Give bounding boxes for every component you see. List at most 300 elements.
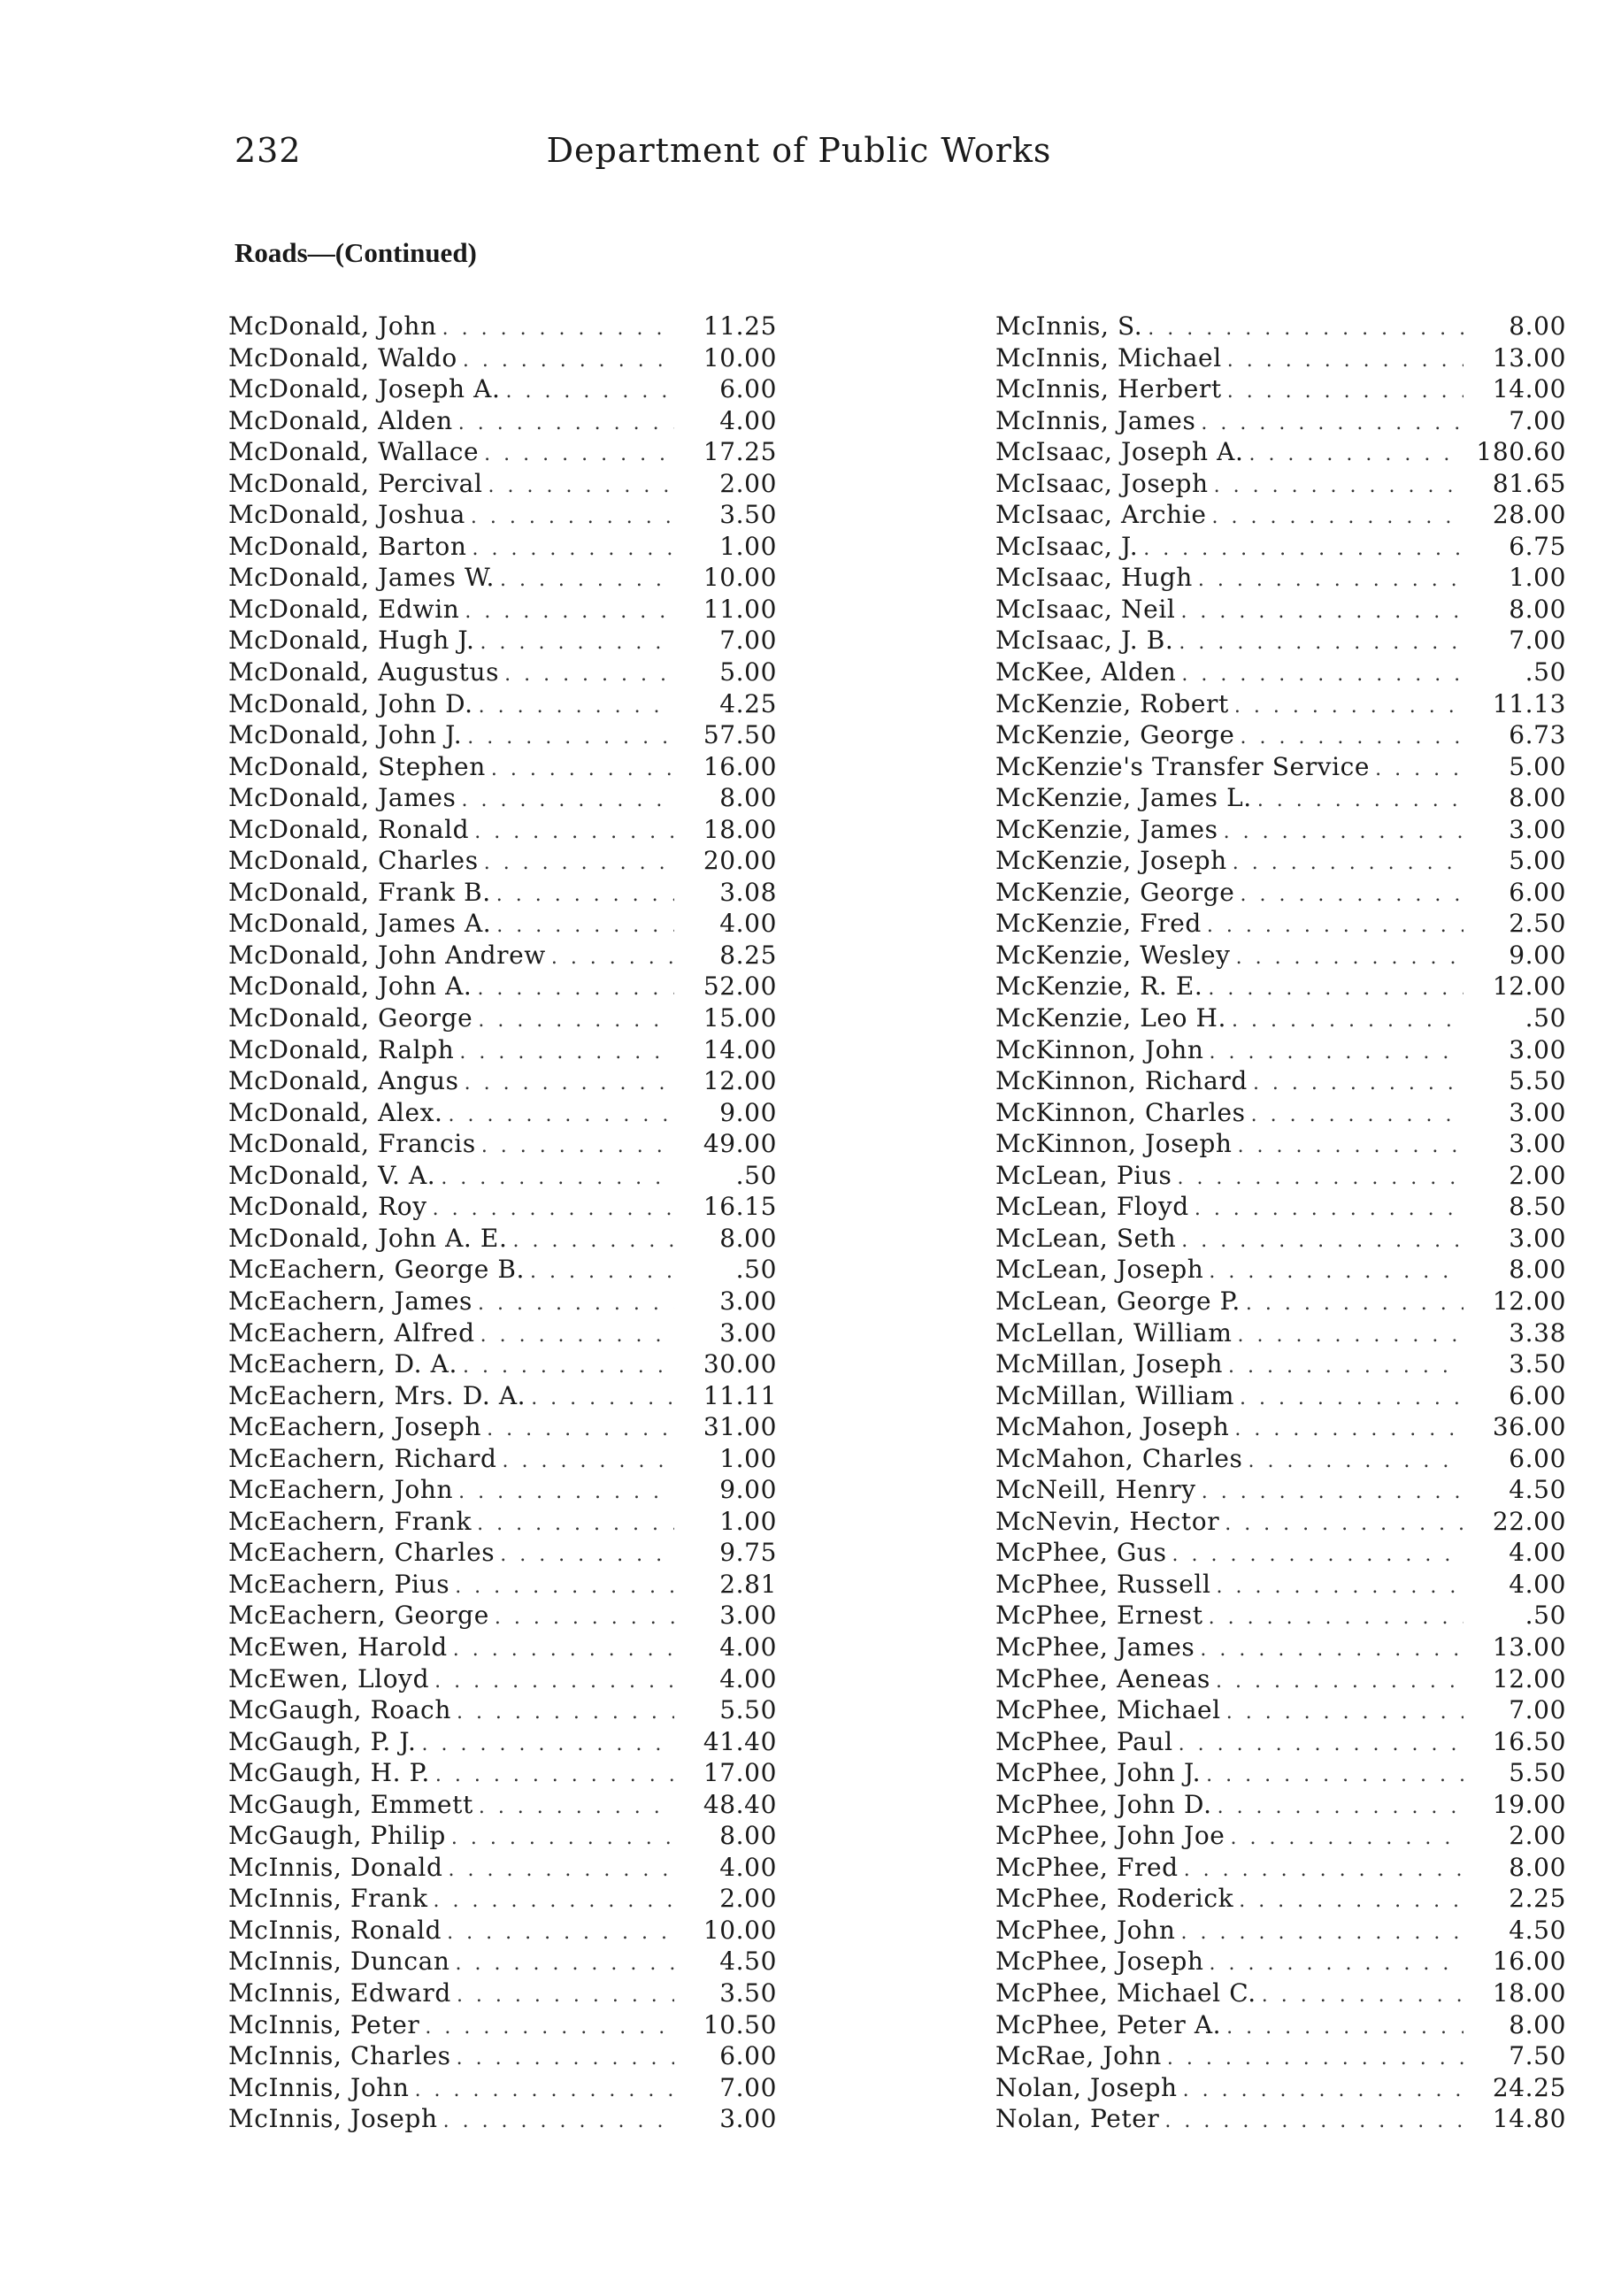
dot-leader	[1201, 412, 1464, 434]
entry-name: McEachern, George	[228, 1601, 489, 1631]
entry-amount: 14.80	[1492, 2104, 1566, 2134]
entry-name: McEachern, Mrs. D. A.	[228, 1380, 526, 1410]
ledger-entry	[228, 437, 777, 469]
entry-amount: 8.00	[719, 1223, 777, 1253]
entry-amount: 7.00	[1509, 405, 1566, 435]
entry-amount: 2.50	[1509, 909, 1566, 939]
entry-amount: 6.00	[1509, 1380, 1566, 1410]
entry-amount: 7.00	[1509, 1695, 1566, 1725]
dot-leader	[442, 318, 674, 340]
dot-leader	[1206, 1764, 1464, 1786]
entry-amount: 8.50	[1509, 1192, 1566, 1222]
ledger-entry	[228, 941, 777, 972]
entry-name: McEwen, Harold	[228, 1632, 448, 1662]
entry-amount: 6.00	[719, 374, 777, 404]
dot-leader	[1226, 2016, 1464, 2039]
ledger-entry	[995, 1349, 1566, 1381]
ledger-entry	[995, 1790, 1566, 1822]
entry-name: McEachern, George B.	[228, 1255, 526, 1285]
ledger-entry	[228, 563, 777, 595]
entry-amount: 7.50	[1509, 2041, 1566, 2071]
entry-amount: 12.00	[703, 1066, 777, 1096]
entry-name: McMahon, Charles	[995, 1443, 1243, 1473]
entry-amount: 57.50	[703, 720, 777, 750]
entry-amount: 18.00	[1492, 1977, 1566, 2008]
entry-amount: 12.00	[1492, 971, 1566, 1002]
ledger-entry	[228, 2041, 777, 2073]
ledger-entry	[228, 1790, 777, 1822]
entry-name: McMahon, Joseph	[995, 1412, 1230, 1442]
ledger-entry	[995, 1916, 1566, 1947]
ledger-entry	[995, 752, 1566, 784]
ledger-entry	[228, 1947, 777, 1978]
ledger-entry	[228, 752, 777, 784]
entry-amount: 3.00	[1509, 1129, 1566, 1159]
ledger-entry	[995, 971, 1566, 1003]
ledger-entry	[995, 1853, 1566, 1885]
dot-leader	[1246, 1293, 1464, 1315]
entry-amount: 4.00	[719, 909, 777, 939]
entry-amount: 20.00	[703, 846, 777, 876]
ledger-entry	[995, 374, 1566, 406]
ledger-entry	[995, 657, 1566, 689]
dot-leader	[458, 1481, 674, 1503]
entry-name: McDonald, John A.	[228, 971, 472, 1002]
entry-amount: 22.00	[1492, 1506, 1566, 1536]
entry-name: McGaugh, Philip	[228, 1821, 446, 1851]
entry-amount: 3.00	[1509, 1034, 1566, 1064]
entry-amount: 14.00	[703, 1034, 777, 1064]
entry-name: McDonald, Barton	[228, 531, 467, 561]
entry-name: McLean, Seth	[995, 1223, 1177, 1253]
entry-amount: 8.00	[1509, 783, 1566, 813]
dot-leader	[495, 1607, 674, 1629]
entry-amount: 8.25	[719, 940, 777, 970]
entry-amount: 36.00	[1492, 1412, 1566, 1442]
dot-leader	[1181, 664, 1464, 686]
dot-leader	[461, 789, 674, 811]
ledger-entry	[228, 1035, 777, 1067]
entry-name: McMillan, William	[995, 1380, 1234, 1410]
entry-name: McGaugh, H. P.	[228, 1758, 430, 1788]
entry-name: McPhee, Gus	[995, 1538, 1167, 1568]
dot-leader	[1209, 1261, 1464, 1283]
entry-name: McLean, Floyd	[995, 1192, 1189, 1222]
dot-leader	[1195, 1198, 1464, 1220]
ledger-entry	[995, 532, 1566, 564]
entry-amount: 10.00	[703, 563, 777, 593]
ledger-entry	[995, 909, 1566, 941]
entry-amount: 8.00	[719, 1821, 777, 1851]
dot-leader	[1167, 2047, 1464, 2069]
ledger-entry	[228, 406, 777, 438]
ledger-entry	[995, 1947, 1566, 1978]
dot-leader	[479, 695, 674, 718]
ledger-entry	[995, 1224, 1566, 1256]
entry-amount: 10.00	[703, 1915, 777, 1945]
dot-leader	[1248, 1450, 1464, 1472]
dot-leader	[1234, 1418, 1464, 1440]
dot-leader	[459, 1041, 674, 1064]
entry-name: McDonald, George	[228, 1003, 473, 1033]
entry-amount: 5.00	[1509, 751, 1566, 781]
entry-amount: 7.00	[719, 626, 777, 656]
dot-leader	[434, 1670, 674, 1693]
ledger-entry	[228, 1003, 777, 1035]
entry-amount: 3.50	[719, 1977, 777, 2008]
entry-amount: 10.00	[703, 342, 777, 372]
dot-leader	[1239, 1890, 1464, 1912]
dot-leader	[480, 1325, 674, 1347]
entry-name: McEachern, D. A.	[228, 1349, 457, 1379]
entry-name: McInnis, Frank	[228, 1884, 428, 1914]
entry-name: Nolan, Peter	[995, 2104, 1160, 2134]
ledger-entry	[995, 1758, 1566, 1790]
ledger-entry	[995, 1129, 1566, 1161]
entry-amount: 3.50	[719, 500, 777, 530]
dot-leader	[477, 978, 674, 1000]
entry-name: McEachern, Pius	[228, 1569, 450, 1599]
ledger-entry	[228, 2104, 777, 2136]
dot-leader	[479, 1796, 674, 1818]
entry-amount: 8.00	[1509, 1852, 1566, 1882]
ledger-entry	[228, 1444, 777, 1476]
entry-amount: 2.00	[719, 1884, 777, 1914]
entry-amount: 1.00	[719, 531, 777, 561]
entry-amount: 19.00	[1492, 1789, 1566, 1819]
ledger-entry	[228, 1664, 777, 1696]
dot-leader	[1210, 1041, 1464, 1064]
entry-name: McLean, George P.	[995, 1286, 1241, 1316]
ledger-entry	[995, 2010, 1566, 2042]
entry-name: McDonald, Stephen	[228, 751, 486, 781]
dot-leader	[551, 947, 674, 969]
ledger-entry	[995, 469, 1566, 501]
ledger-entry	[228, 1066, 777, 1098]
dot-leader	[1257, 789, 1464, 811]
dot-leader	[1181, 1922, 1464, 1944]
ledger-entry	[228, 1601, 777, 1632]
entry-amount: 3.00	[1509, 1223, 1566, 1253]
ledger-entry	[995, 1570, 1566, 1601]
entry-amount: 4.00	[719, 405, 777, 435]
ledger-entry	[995, 815, 1566, 847]
entry-amount: 12.00	[1492, 1663, 1566, 1693]
entry-name: McIsaac, J. B.	[995, 626, 1174, 656]
entry-name: Nolan, Joseph	[995, 2072, 1178, 2102]
entry-name: McEachern, Joseph	[228, 1412, 482, 1442]
ledger-entry	[995, 783, 1566, 815]
ledger-left-column	[228, 311, 777, 2136]
dot-leader	[1227, 380, 1464, 403]
dot-leader	[1234, 695, 1464, 718]
entry-amount: 3.08	[719, 877, 777, 907]
dot-leader	[1172, 1544, 1464, 1566]
entry-amount: 6.73	[1509, 720, 1566, 750]
entry-amount: 15.00	[703, 1003, 777, 1033]
dot-leader	[484, 852, 674, 874]
ledger-entry	[995, 1695, 1566, 1727]
ledger-entry	[228, 1727, 777, 1759]
entry-amount: 9.00	[719, 1475, 777, 1505]
dot-leader	[1230, 1827, 1464, 1849]
ledger-entry	[995, 1318, 1566, 1350]
dot-leader	[478, 1010, 674, 1032]
ledger-entry	[228, 1318, 777, 1350]
dot-leader	[1202, 1481, 1464, 1503]
entry-name: McDonald, John D.	[228, 688, 473, 718]
ledger-entry	[228, 815, 777, 847]
entry-name: McKenzie's Transfer Service	[995, 751, 1371, 781]
ledger-entry	[228, 1412, 777, 1444]
entry-amount: 8.00	[1509, 1255, 1566, 1285]
entry-name: McDonald, V. A.	[228, 1160, 436, 1190]
entry-amount: 7.00	[1509, 626, 1566, 656]
entry-amount: 3.00	[1509, 814, 1566, 844]
entry-amount: 2.00	[719, 468, 777, 498]
entry-name: McInnis, Duncan	[228, 1947, 450, 1977]
ledger-entry	[228, 1632, 777, 1664]
entry-amount: 16.15	[703, 1192, 777, 1222]
ledger-right-column	[995, 311, 1566, 2136]
entry-amount: 13.00	[1492, 1632, 1566, 1662]
entry-name: McInnis, Donald	[228, 1852, 443, 1882]
entry-name: McInnis, Edward	[228, 1977, 451, 2008]
entry-name: McEwen, Lloyd	[228, 1663, 430, 1693]
dot-leader	[1224, 821, 1464, 843]
dot-leader	[458, 412, 674, 434]
ledger-entry	[995, 626, 1566, 657]
entry-amount: 3.00	[719, 1286, 777, 1316]
entry-name: McGaugh, P. J.	[228, 1726, 417, 1756]
dot-leader	[488, 475, 674, 497]
entry-amount: 30.00	[703, 1349, 777, 1379]
entry-amount: 6.00	[1509, 1443, 1566, 1473]
dot-leader	[478, 1293, 674, 1315]
dot-leader	[1200, 1639, 1464, 1661]
entry-name: McKenzie, Wesley	[995, 940, 1231, 970]
entry-name: McKee, Alden	[995, 657, 1177, 687]
entry-amount: 11.11	[703, 1380, 777, 1410]
section-title: Roads—(Continued)	[234, 237, 477, 268]
entry-amount: 7.00	[719, 2072, 777, 2102]
dot-leader	[1198, 569, 1464, 591]
entry-amount: .50	[735, 1160, 777, 1190]
entry-name: McIsaac, Neil	[995, 594, 1176, 624]
ledger-entry	[995, 2041, 1566, 2073]
ledger-entry	[995, 878, 1566, 910]
dot-leader	[441, 1167, 674, 1189]
ledger-entry	[995, 1066, 1566, 1098]
entry-name: McDonald, Waldo	[228, 342, 457, 372]
ledger-entry	[995, 563, 1566, 595]
entry-name: McDonald, Alden	[228, 405, 453, 435]
entry-amount: .50	[735, 1255, 777, 1285]
ledger-entry	[995, 1192, 1566, 1224]
dot-leader	[1184, 1859, 1464, 1881]
entry-name: McDonald, John Andrew	[228, 940, 546, 970]
entry-name: McInnis, Ronald	[228, 1915, 442, 1945]
ledger-entry	[228, 595, 777, 626]
entry-name: McDonald, Alex.	[228, 1097, 443, 1127]
dot-leader	[433, 1198, 674, 1220]
ledger-entry	[995, 1286, 1566, 1318]
ledger-entry	[995, 1538, 1566, 1570]
entry-amount: 6.00	[1509, 877, 1566, 907]
ledger-entry	[995, 1161, 1566, 1193]
dot-leader	[457, 1985, 674, 2007]
entry-amount: 3.00	[719, 2104, 777, 2134]
dot-leader	[455, 1576, 674, 1598]
entry-amount: 8.00	[1509, 2009, 1566, 2039]
ledger-entry	[995, 720, 1566, 752]
ledger-entry	[995, 595, 1566, 626]
dot-leader	[422, 1733, 674, 1755]
ledger-entry	[995, 1412, 1566, 1444]
entry-name: McNeill, Henry	[995, 1475, 1196, 1505]
ledger-entry	[995, 1003, 1566, 1035]
entry-name: McKenzie, Leo H.	[995, 1003, 1227, 1033]
entry-name: McKenzie, Fred	[995, 909, 1202, 939]
entry-amount: 180.60	[1476, 437, 1566, 467]
ledger-entry	[228, 783, 777, 815]
entry-name: McDonald, Wallace	[228, 437, 480, 467]
entry-name: McPhee, Ernest	[995, 1601, 1203, 1631]
ledger-entry	[228, 1192, 777, 1224]
entry-name: McDonald, Ralph	[228, 1034, 455, 1064]
dot-leader	[457, 1701, 674, 1724]
ledger-entry	[995, 1821, 1566, 1853]
dot-leader	[512, 1230, 674, 1252]
entry-amount: 9.00	[719, 1097, 777, 1127]
entry-name: McGaugh, Roach	[228, 1695, 451, 1725]
entry-name: McKinnon, Charles	[995, 1097, 1246, 1127]
dot-leader	[453, 1639, 674, 1661]
entry-name: McLean, Pius	[995, 1160, 1172, 1190]
dot-leader	[505, 380, 674, 403]
dot-leader	[1181, 1230, 1464, 1252]
ledger-entry	[228, 1821, 777, 1853]
dot-leader	[457, 2047, 674, 2069]
entry-name: McPhee, John D.	[995, 1789, 1212, 1819]
entry-name: McPhee, Fred	[995, 1852, 1179, 1882]
entry-name: McDonald, Francis	[228, 1129, 476, 1159]
entry-amount: 8.00	[1509, 594, 1566, 624]
entry-name: McDonald, Augustus	[228, 657, 500, 687]
ledger-entry	[995, 1444, 1566, 1476]
ledger-entry	[995, 1255, 1566, 1286]
entry-amount: 6.75	[1509, 531, 1566, 561]
dot-leader	[1232, 1010, 1464, 1032]
dot-leader	[1179, 632, 1464, 654]
entry-name: McIsaac, Archie	[995, 500, 1207, 530]
dot-leader	[1253, 1072, 1464, 1094]
entry-name: McInnis, John	[228, 2072, 410, 2102]
ledger-entry	[228, 689, 777, 721]
dot-leader	[1216, 1670, 1464, 1693]
entry-amount: 9.75	[719, 1538, 777, 1568]
dot-leader	[1238, 1325, 1464, 1347]
entry-amount: 1.00	[1509, 563, 1566, 593]
dot-leader	[1179, 1733, 1464, 1755]
entry-amount: 4.00	[719, 1663, 777, 1693]
entry-name: McDonald, Joseph A.	[228, 374, 501, 404]
entry-name: McDonald, Ronald	[228, 814, 470, 844]
entry-name: McDonald, Frank B.	[228, 877, 491, 907]
dot-leader	[451, 1827, 674, 1849]
dot-leader	[474, 821, 674, 843]
entry-amount: 3.00	[719, 1601, 777, 1631]
ledger-entry	[995, 437, 1566, 469]
ledger-entry	[228, 971, 777, 1003]
entry-name: McRae, John	[995, 2041, 1162, 2071]
entry-amount: 17.25	[703, 437, 777, 467]
dot-leader	[465, 1072, 674, 1094]
entry-name: McPhee, Aeneas	[995, 1663, 1211, 1693]
entry-name: McLean, Joseph	[995, 1255, 1204, 1285]
dot-leader	[434, 1890, 674, 1912]
entry-amount: 4.25	[719, 688, 777, 718]
dot-leader	[1262, 1985, 1464, 2007]
entry-amount: 16.00	[703, 751, 777, 781]
entry-name: McPhee, Joseph	[995, 1947, 1204, 1977]
ledger-entry	[995, 2104, 1566, 2136]
ledger-entry	[228, 2073, 777, 2105]
entry-amount: 52.00	[703, 971, 777, 1002]
entry-amount: 10.50	[703, 2009, 777, 2039]
entry-name: McNevin, Hector	[995, 1506, 1220, 1536]
dot-leader	[456, 1953, 674, 1975]
dot-leader	[1240, 884, 1464, 906]
entry-name: McDonald, Angus	[228, 1066, 459, 1096]
entry-amount: 5.50	[719, 1695, 777, 1725]
ledger-entry	[228, 1916, 777, 1947]
page-number: 232	[234, 131, 302, 170]
entry-name: McDonald, Roy	[228, 1192, 427, 1222]
entry-name: McPhee, John J.	[995, 1758, 1202, 1788]
ledger-entry	[228, 469, 777, 501]
entry-name: McPhee, John	[995, 1915, 1176, 1945]
dot-leader	[1238, 1135, 1464, 1157]
entry-name: McDonald, John A. E.	[228, 1223, 508, 1253]
entry-name: McKenzie, R. E.	[995, 971, 1203, 1002]
ledger-entry	[228, 720, 777, 752]
ledger-entry	[995, 500, 1566, 532]
entry-name: McKenzie, George	[995, 720, 1235, 750]
dot-leader	[463, 349, 674, 372]
dot-leader	[496, 915, 674, 937]
ledger-entry	[995, 2073, 1566, 2105]
entry-name: McEachern, James	[228, 1286, 472, 1316]
ledger-entry	[995, 1664, 1566, 1696]
dot-leader	[481, 1135, 674, 1157]
entry-amount: 2.00	[1509, 1821, 1566, 1851]
entry-amount: 16.00	[1492, 1947, 1566, 1977]
entry-name: McPhee, James	[995, 1632, 1195, 1662]
entry-name: McKenzie, Joseph	[995, 846, 1227, 876]
ledger-entry	[228, 2010, 777, 2042]
entry-amount: 2.25	[1509, 1884, 1566, 1914]
dot-leader	[1225, 1513, 1464, 1535]
entry-name: McInnis, James	[995, 405, 1196, 435]
entry-amount: 3.50	[1509, 1349, 1566, 1379]
dot-leader	[1375, 758, 1464, 780]
entry-amount: .50	[1525, 1003, 1566, 1033]
entry-amount: 14.00	[1492, 374, 1566, 404]
entry-amount: 13.00	[1492, 342, 1566, 372]
entry-name: McEachern, Frank	[228, 1506, 472, 1536]
entry-name: McKinnon, Richard	[995, 1066, 1248, 1096]
